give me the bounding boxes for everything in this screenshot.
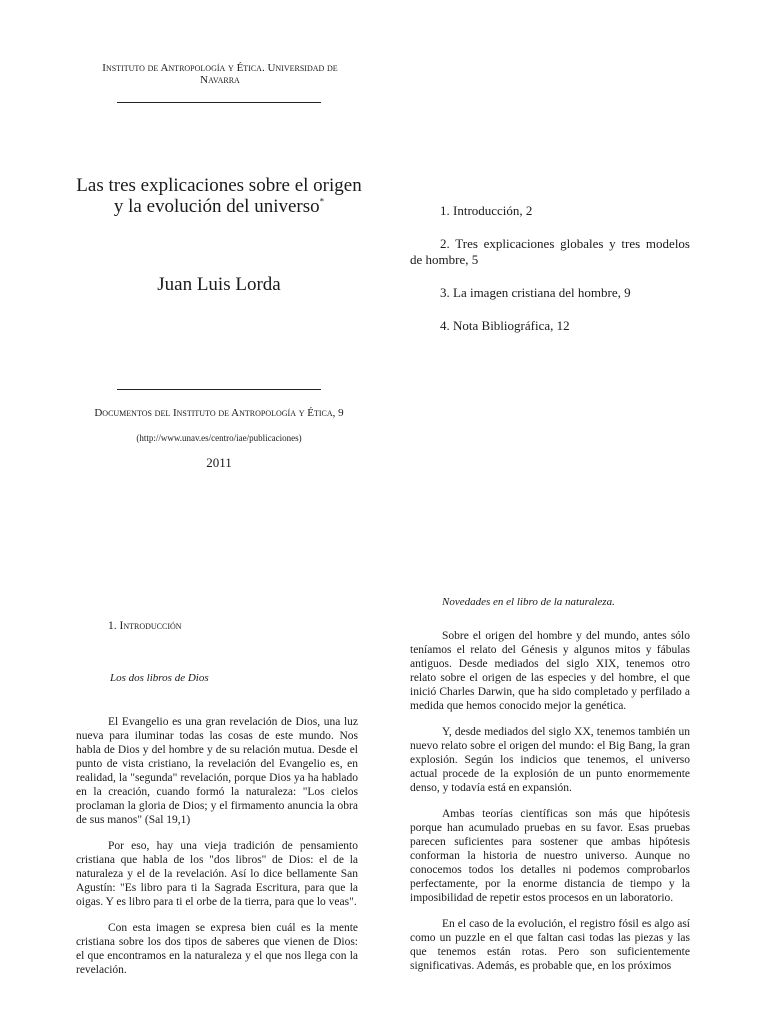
institute-name: Instituto de Antropología y Ética. Universidad de Navarra	[102, 62, 338, 86]
divider-top	[117, 102, 321, 103]
left-paragraphs	[76, 715, 358, 977]
publication-url: (http://www.unav.es/centro/iae/publicaciones)	[136, 433, 302, 443]
divider-bottom	[117, 389, 321, 390]
paragraph: Por eso, hay una vieja tradición de pensamiento cristiana que habla de los "dos libros" de Dios: el de la naturaleza y el de la revelación. Así lo dice bellamente San Agustín: "Es libro para ti la Sagrada Escritura, para que la oigas. Y es libro para ti el orbe de la tierra, para que lo veas".	[76, 840, 358, 908]
toc-item: 3. La imagen cristiana del hombre, 9	[440, 285, 631, 300]
paragraph: Con esta imagen se expresa bien cuál es la mente cristiana sobre los dos tipos de saberes que vienen de Dios: el que encontramos en la naturaleza y el que nos llega con la revelación.	[76, 922, 358, 976]
toc-item: 4. Nota Bibliográfica, 12	[440, 318, 570, 333]
toc-item: 2. Tres explicaciones globales y tres modelos de hombre, 5	[410, 236, 690, 267]
left-column	[76, 619, 358, 989]
paragraph: En el caso de la evolución, el registro fósil es algo así como un puzzle en el que faltan casi todas las piezas y las que tenemos están rotas. Pero son suficientemente significativas. Además, es probable que, en los próximos	[410, 918, 690, 972]
section-heading-italic: Novedades en el libro de la naturaleza.	[442, 596, 615, 608]
series-name: Documentos del Instituto de Antropología y Ética, 9	[94, 407, 344, 419]
right-column	[410, 595, 690, 985]
document-title-text: Las tres explicaciones sobre el origen y la evolución del universo	[76, 175, 362, 217]
publication-year: 2011	[206, 455, 232, 470]
paragraph: Y, desde mediados del siglo XX, tenemos también un nuevo relato sobre el origen del mundo: el Big Bang, la gran explosión. Según los indicios que tenemos, el universo actual procede de la explosión de un punto enormemente denso, y todavía está en expansión.	[410, 726, 690, 794]
paragraph: Sobre el origen del hombre y del mundo, antes sólo teníamos el relato del Génesis y algunos mitos y fábulas antiguos. Desde mediados del siglo XIX, tenemos otro relato sobre el origen de las especies y del hombre, el que inició Charles Darwin, que ha sido completado y perfilado a medida que hemos conocido mejor la genética.	[410, 630, 690, 712]
footnote-mark: *	[319, 196, 325, 207]
table-of-contents	[410, 203, 690, 351]
author-name: Juan Luis Lorda	[157, 274, 281, 295]
paragraph: Ambas teorías científicas son más que hipótesis porque han acumulado pruebas en su favor. Esas pruebas parecen suficientes para sostener que ambas hipótesis conforman la historia de nuestro universo. Aunque no conocemos todos los detalles ni podemos comprobarlos perfectamente, por la enorme distancia de tiempo y la imposibilidad de repetir estos procesos en un laboratorio.	[410, 808, 690, 904]
right-paragraphs	[410, 629, 690, 973]
toc-item: 1. Introducción, 2	[440, 203, 533, 218]
section-heading: 1. Introducción	[108, 620, 182, 632]
subsection-heading: Los dos libros de Dios	[110, 672, 209, 684]
document-title	[76, 175, 362, 217]
paragraph: El Evangelio es una gran revelación de Dios, una luz nueva para iluminar todas las cosas de este mundo. Nos habla de Dios y del hombre y de su relación mutua. Desde el punto de vista cristiano, la revelación del Evangelio es, en realidad, la "segunda" revelación, porque Dios ya ha hablado en la creación, cuando formó la naturaleza: "Los cielos proclaman la gloria de Dios; y el firmamento anuncia la obra de sus manos" (Sal 19,1)	[76, 716, 358, 826]
